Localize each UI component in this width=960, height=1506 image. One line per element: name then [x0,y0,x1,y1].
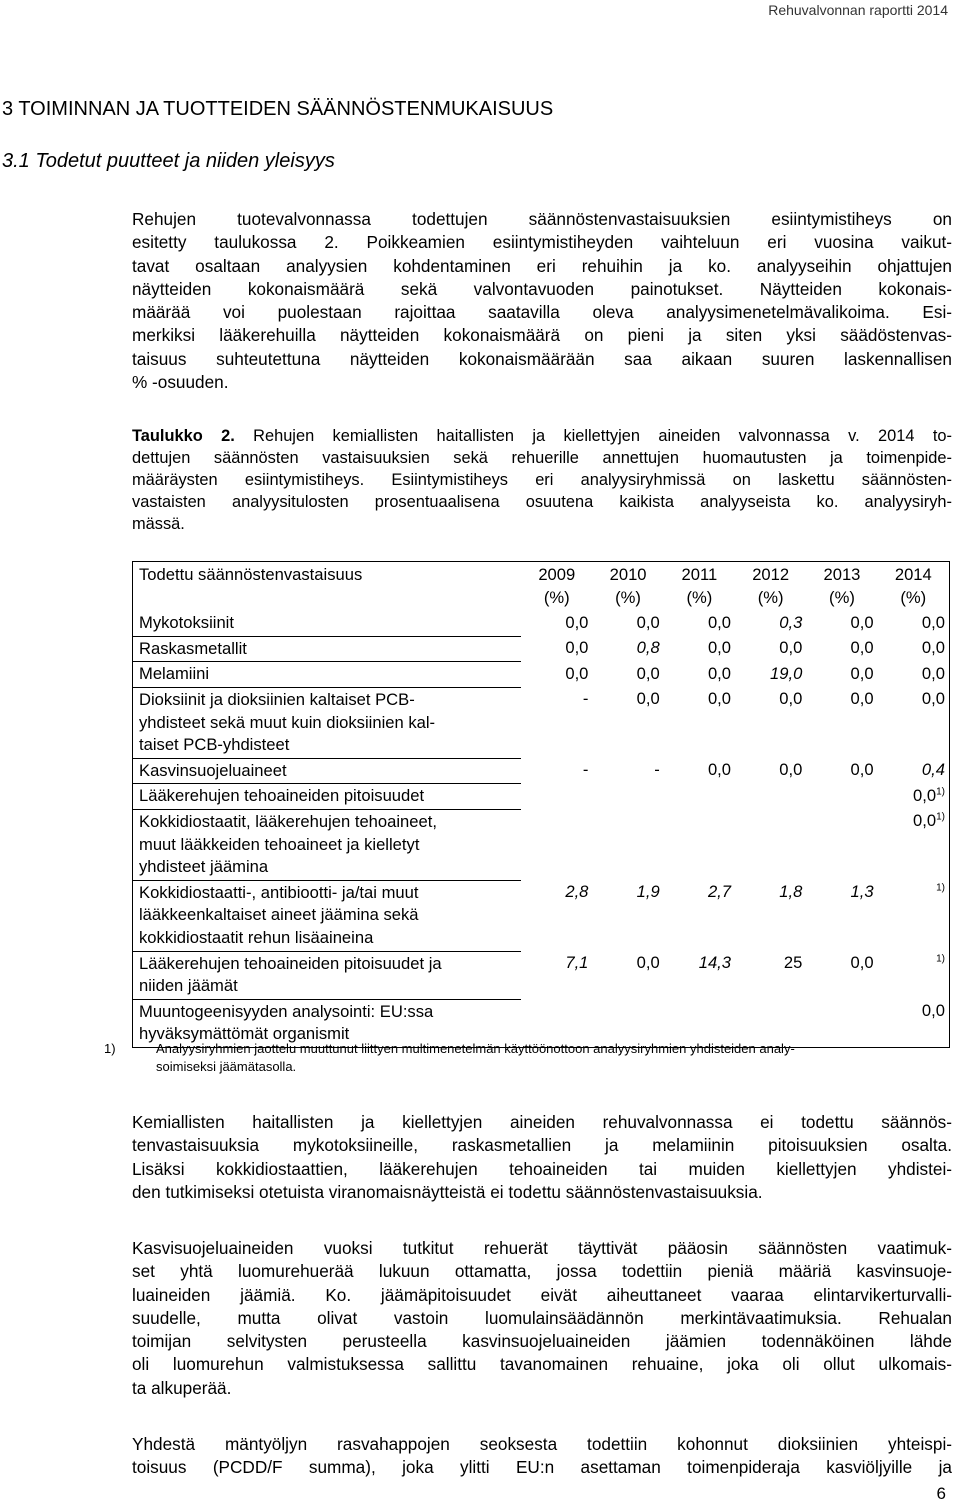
cell-value: 0,0 [707,663,732,683]
cell-value: 0,0 [636,663,660,683]
row-name: Mykotoksiinit [139,613,234,633]
value-cell [806,758,877,784]
row-name-line: niiden jäämät [139,976,238,996]
paragraph-line: toisuus (PCDD/F summa), joka ylitti EU:n asettaman toimenpideraja kasviöljyille ja [132,1457,952,1478]
value-cell [664,611,735,636]
cell-value: 0,0 [913,785,937,805]
paragraph-line: Yhdestä mäntyöljyn rasvahappojen seoksesta todettiin kohonnut dioksiinien yhteispi- [132,1434,952,1454]
value-cell [878,809,950,880]
cell-value: - [582,760,589,780]
subsection-heading: 3.1 Todetut puutteet ja niiden yleisyys [2,150,335,172]
row-name-line: Muuntogeenisyyden analysointi: EU:ssa [139,1001,434,1021]
paragraph-line: den tutkimiseksi otetuista viranomaisnäytteistä ei todettu säännöstenvastaisuuksia. [132,1181,763,1202]
value-cell [878,611,950,636]
footnote-text [156,1040,944,1076]
value-cell [735,880,806,951]
table-row [133,880,950,951]
value-cell [521,687,592,758]
footnote-ref: 1) [936,882,945,894]
value-cell [878,636,950,662]
cell-value: 0,0 [565,663,589,683]
value-cell [735,784,806,810]
value-cell [806,784,877,810]
header-year-cell [592,562,663,612]
row-name-line: yhdisteet sekä muut kuin dioksiinien kal- [139,712,436,732]
header-unit: (%) [615,587,641,607]
cell-value: 14,3 [698,953,732,972]
value-cell [878,880,950,951]
section-heading: 3 TOIMINNAN JA TUOTTEIDEN SÄÄNNÖSTENMUKAISUUS [2,98,554,120]
value-cell [664,809,735,880]
value-cell [806,880,877,951]
value-cell [735,662,806,688]
value-cell [592,611,663,636]
cell-value: 7,1 [565,953,589,972]
row-name-line: yhdisteet jäämina [139,857,269,877]
row-name-cell [133,951,522,999]
value-cell [521,784,592,810]
table-row [133,687,950,758]
paragraph-line: suudelle, mutta olivat vastoin luomulainsäädännön merkintävaatimuksia. Rehualan [132,1307,952,1328]
cell-value: 0,0 [779,638,803,658]
value-cell [664,784,735,810]
header-year: 2011 [681,565,718,584]
header-year: 2009 [538,565,576,584]
row-name-cell [133,611,522,636]
row-name-cell [133,758,522,784]
caption-line: määräysten esiintymistiheys. Esiintymistiheys eri analyysiryhmissä on laskettu säännösten- [132,471,952,489]
paragraph-line: ta alkuperää. [132,1377,232,1398]
cell-value: 2,7 [707,882,732,902]
header-year: 2014 [894,565,932,584]
header-year-cell [735,562,806,612]
header-year: 2010 [609,565,647,584]
value-cell [735,758,806,784]
footnote-line: soimiseksi jäämätasolla. [156,1059,297,1074]
value-cell [735,687,806,758]
cell-value: 0,0 [850,663,874,683]
cell-value: 0,0 [779,760,803,780]
caption-label: Taulukko 2. [132,427,235,445]
cell-value: 0,0 [707,613,732,633]
paragraph-line: luaineiden jäämiä. Ko. jäämäpitoisuudet eivät aiheuttaneet vaaraa elintarvikerturvalli- [132,1284,952,1305]
value-cell [592,662,663,688]
value-cell [664,880,735,951]
value-cell [521,880,592,951]
table-row [133,809,950,880]
footnote-ref: 1) [936,786,945,798]
noncompliance-table [132,561,950,1048]
value-cell [592,758,663,784]
footnote-line: Analyysiryhmien jaottelu muuttunut liittyen multimenetelmän käyttöönottoon analyysiryhmien yhdisteiden analy- [156,1041,795,1056]
value-cell [592,636,663,662]
table-row [133,636,950,662]
cell-value: - [582,689,589,709]
row-name-cell [133,784,522,810]
header-year: 2012 [752,565,790,584]
paragraph-line: toimijan selvitysten perusteella kasvinsuojeluaineiden jäämien todennäköinen lähde [132,1331,952,1352]
paragraph-line: set yhtä luomurehuerää lukuun ottamatta, jossa todettiin pieniä määriä kasvinsuoje- [132,1261,952,1282]
cell-value: 1,9 [636,882,660,902]
paragraph-line: oli luomurehun valmistuksessa sallittu tavanomainen rehuaine, joka oli ollut ulkomais- [132,1354,952,1375]
cell-value: - [654,760,660,780]
paragraph-line: määrää voi puolestaan rajoittaa saatavilla oleva analyysimenetelmävalikoima. Esi- [132,302,952,323]
row-name-line: lääkkeenkaltaiset aineet jäämina sekä [139,905,419,925]
paragraph-line: tavat osaltaan analyysien kohdentaminen eri rehuihin ja ko. analyyseihin ohjattujen [132,255,952,276]
table-row [133,611,950,636]
footnote-ref: 1) [936,811,945,823]
row-name-line: Dioksiinit ja dioksiinien kaltaiset PCB- [139,689,415,709]
cell-value: 0,0 [636,689,660,709]
row-name-line: Kokkidiostaatit, lääkerehujen tehoaineet, [139,811,437,831]
footnote-mark: 1) [104,1041,116,1056]
paragraph-line: Kemiallisten haitallisten ja kiellettyjen aineiden rehuvalvonnassa ei todettu säännös- [132,1112,952,1132]
cell-value: 19,0 [770,663,803,683]
table-row [133,662,950,688]
paragraph-line: Kasvisuojeluaineiden vuoksi tutkitut rehuerät täyttivät pääosin säännösten vaatimuk- [132,1238,952,1258]
cell-value: 0,0 [850,613,874,633]
table-row [133,758,950,784]
row-name-line: kokkidiostaatit rehun lisäaineina [139,927,374,947]
row-name-cell [133,880,522,951]
running-header: Rehuvalvonnan raportti 2014 [768,2,948,18]
header-year-cell [878,562,950,612]
cell-value: 0,0 [707,689,732,709]
paragraph-line: Lisäksi kokkidiostaattien, lääkerehujen tehoaineiden tai muiden kiellettyjen yhdistei- [132,1158,952,1179]
value-cell [592,880,663,951]
value-cell [664,662,735,688]
paragraph-line: esitetty taulukossa 2. Poikkeamien esiintymistiheyden vaihteluun eri vuosina vaikut- [132,232,952,253]
body-paragraph-2 [132,1237,952,1400]
row-name-cell [133,662,522,688]
cell-value: 0,0 [921,1001,945,1021]
cell-value: 0,4 [921,760,945,780]
value-cell [521,758,592,784]
value-cell [878,758,950,784]
value-cell [592,687,663,758]
header-unit: (%) [757,587,784,607]
footnote-ref: 1) [936,953,945,965]
cell-value: 0,0 [921,689,945,709]
row-name-cell [133,809,522,880]
table-header-row [133,562,950,612]
row-name-cell [133,636,522,662]
header-year: 2013 [823,565,861,584]
header-unit: (%) [543,587,570,607]
header-year-cell [664,562,735,612]
row-name-line: muut lääkkeiden tehoaineet ja kielletyt [139,834,420,854]
cell-value: 0,0 [636,953,660,972]
value-cell [806,951,877,999]
value-cell [521,809,592,880]
paragraph-line: taisuus suhteutettuna näytteiden kokonaismäärään saa aikaan suuren laskennallisen [132,348,952,369]
value-cell [878,784,950,810]
value-cell [878,951,950,999]
value-cell [521,636,592,662]
value-cell [735,951,806,999]
value-cell [878,687,950,758]
row-name: Kasvinsuojeluaineet [139,760,287,780]
row-name-line: Kokkidiostaatti-, antibiootti- ja/tai muut [139,882,419,902]
cell-value: 0,0 [850,760,874,780]
header-name-cell [133,562,522,612]
paragraph-line: Rehujen tuotevalvonnassa todettujen säännöstenvastaisuuksien esiintymistiheys on [132,209,952,229]
cell-value: 1,8 [779,882,803,902]
value-cell [806,662,877,688]
cell-value: 0,8 [636,638,660,658]
cell-value: 0,0 [921,638,945,658]
value-cell [664,951,735,999]
cell-value: 0,0 [850,638,874,658]
row-name-line: hyväksymättömät organismit [139,1024,350,1044]
cell-value: 0,0 [565,638,589,658]
caption-text: Rehujen kemiallisten haitallisten ja kiellettyjen aineiden valvonnassa v. 2014 to- [234,427,952,445]
table-body [133,562,950,1048]
table-row [133,784,950,810]
row-name: Lääkerehujen tehoaineiden pitoisuudet [139,786,425,806]
value-cell [592,951,663,999]
value-cell [521,951,592,999]
cell-value: 0,0 [565,613,589,633]
paragraph-line: % -osuuden. [132,372,229,393]
caption-line: dettujen säännösten vastaisuuksien sekä rehuerille annettujen huomautusten ja toimenpide- [132,449,952,467]
paragraph-line: tenvastaisuuksia mykotoksiineille, raskasmetallien ja melamiinin pitoisuuksien osalta. [132,1135,952,1156]
page-number: 6 [936,1484,946,1503]
value-cell [806,611,877,636]
value-cell [664,758,735,784]
value-cell [521,662,592,688]
value-cell [521,611,592,636]
caption-line: vastaisten analyysitulosten prosentuaalisena osuutena kaikista analyyseista ko. analyysiryh- [132,493,952,511]
paragraph-line: näytteiden kokonaismäärä sekä valvontavuoden painotukset. Näytteiden kokonais- [132,278,952,299]
cell-value: 0,0 [636,613,660,633]
value-cell [806,809,877,880]
table-caption [132,425,952,535]
cell-value: 1,3 [850,882,874,902]
value-cell [664,687,735,758]
value-cell [664,636,735,662]
cell-value: 0,0 [850,953,874,972]
value-cell [735,809,806,880]
header-unit: (%) [900,587,927,607]
body-paragraph-1 [132,1111,952,1204]
row-name: Raskasmetallit [139,638,247,658]
cell-value: 0,3 [779,613,803,633]
cell-value: 0,0 [707,760,732,780]
row-name-line: taiset PCB-yhdisteet [139,735,290,755]
table-footnote [104,1040,944,1076]
value-cell [735,611,806,636]
caption-line: mässä. [132,515,185,533]
value-cell [592,809,663,880]
cell-value: 2,8 [565,882,589,902]
row-name-cell [133,687,522,758]
cell-value: 0,0 [850,689,874,709]
header-unit: (%) [686,587,713,607]
header-year-cell [521,562,592,612]
intro-paragraph [132,208,952,394]
row-name-line: Lääkerehujen tehoaineiden pitoisuudet ja [139,953,442,973]
header-unit: (%) [829,587,855,607]
value-cell [878,662,950,688]
cell-value: 25 [783,953,803,972]
cell-value: 0,0 [707,638,732,658]
paragraph-line: merkiksi lääkerehuilla näytteiden kokonaismäärä on pieni ja siten yksi säädöstenvas- [132,325,952,346]
value-cell [806,687,877,758]
cell-value: 0,0 [913,811,937,831]
value-cell [735,636,806,662]
table-row [133,951,950,999]
cell-value: 0,0 [921,613,945,633]
row-name: Melamiini [139,664,210,684]
value-cell [592,784,663,810]
cell-value: 0,0 [779,689,803,709]
body-paragraph-3 [132,1433,952,1480]
cell-value: 0,0 [921,663,945,683]
value-cell [806,636,877,662]
header-name: Todettu säännöstenvastaisuus [139,565,363,584]
caption-line [132,425,952,447]
header-year-cell [806,562,877,612]
